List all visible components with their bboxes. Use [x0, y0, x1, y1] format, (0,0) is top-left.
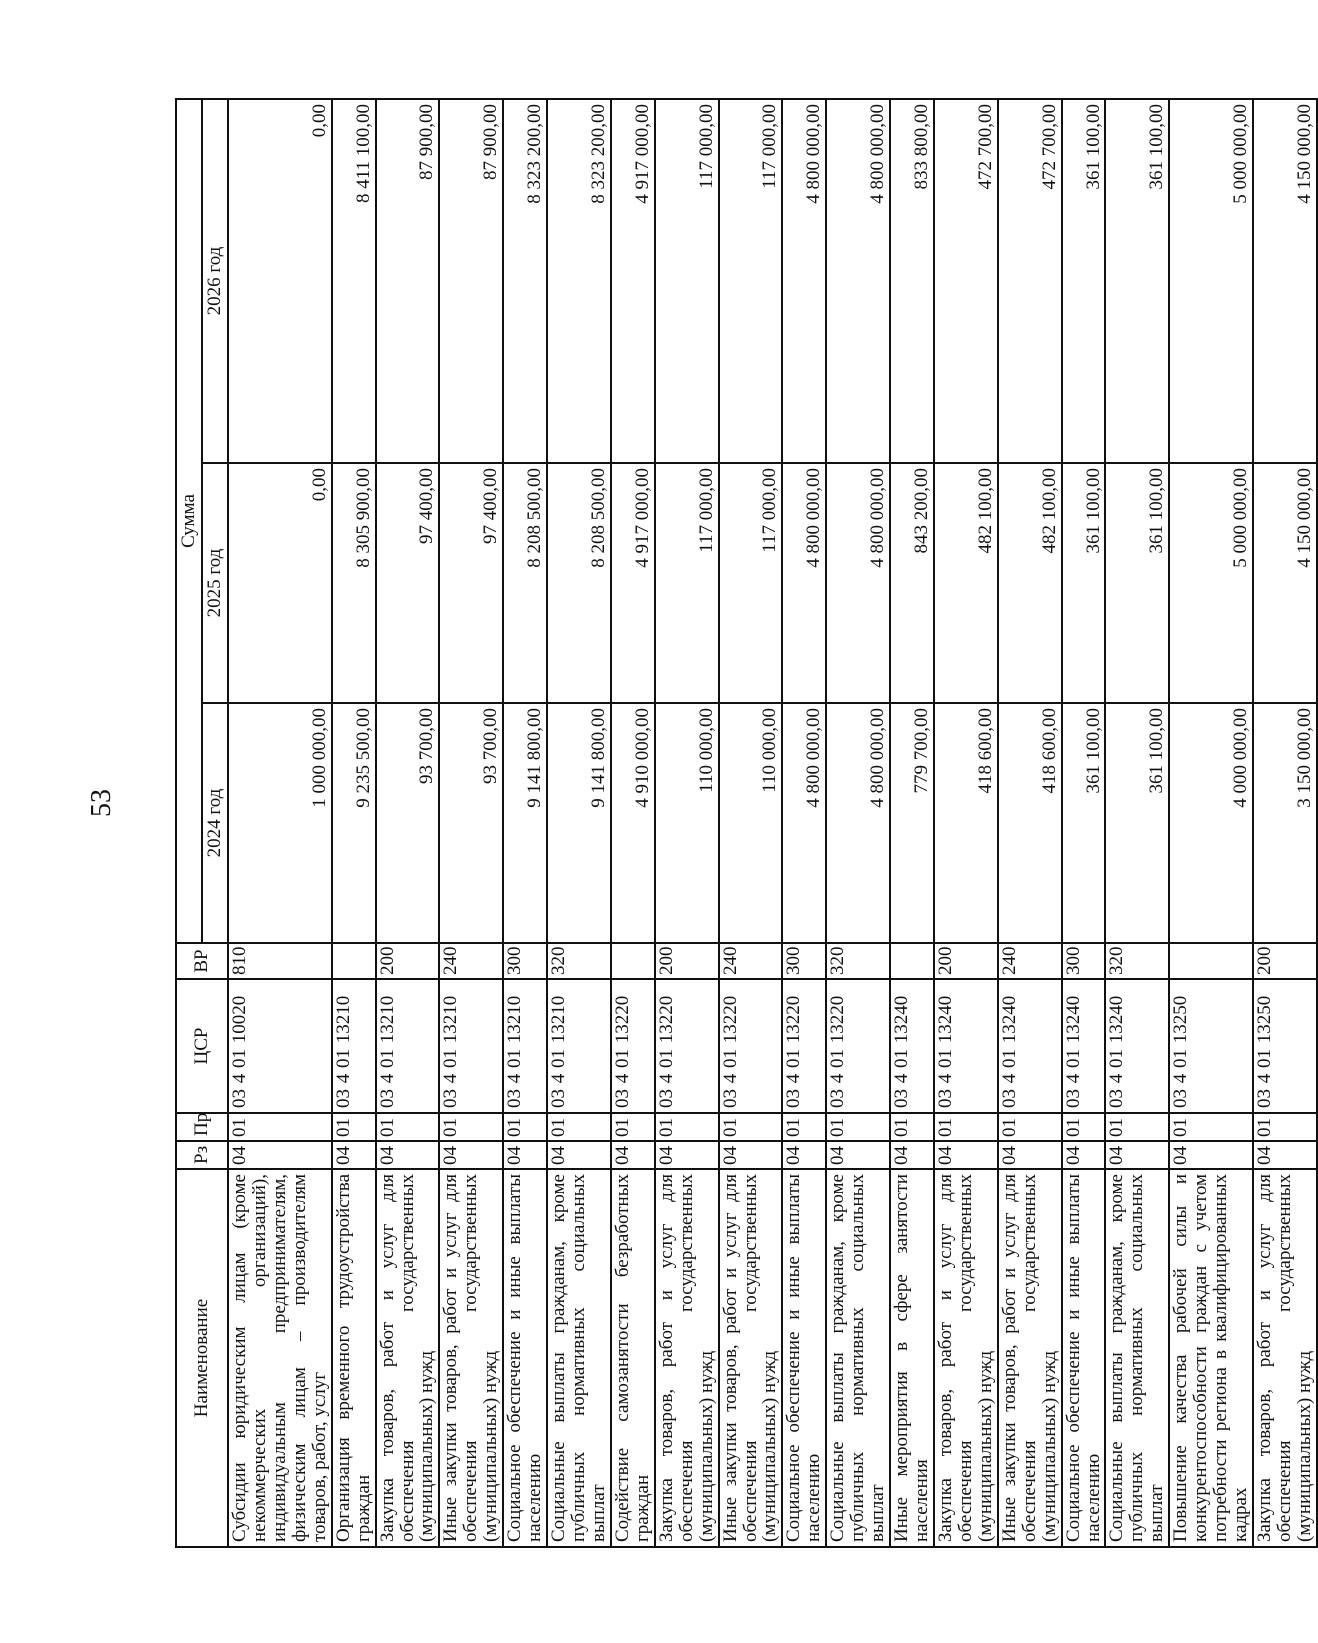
row-name: Закупка товаров, работ и услуг для обеспечения государственных (муниципальных) нужд	[1253, 1169, 1317, 1547]
row-vr: 200	[655, 943, 719, 979]
row-vr: 240	[719, 943, 783, 979]
row-amount-2024: 93 700,00	[439, 703, 503, 943]
header-year-2024: 2024 год	[202, 703, 228, 943]
row-csr: 03 4 01 10020	[228, 979, 332, 1113]
row-amount-2026: 833 800,00	[890, 99, 934, 463]
row-amount-2024: 110 000,00	[655, 703, 719, 943]
row-amount-2024: 418 600,00	[998, 703, 1062, 943]
row-amount-2026: 8 323 200,00	[503, 99, 547, 463]
row-vr: 320	[826, 943, 890, 979]
row-amount-2026: 0,00	[228, 99, 332, 463]
row-csr: 03 4 01 13240	[890, 979, 934, 1113]
row-pr: 01	[503, 1113, 547, 1141]
table-row	[826, 99, 890, 1547]
row-amount-2025: 843 200,00	[890, 463, 934, 703]
row-amount-2025: 5 000 000,00	[1169, 463, 1253, 703]
row-csr: 03 4 01 13210	[332, 979, 376, 1113]
header-year-2026: 2026 год	[202, 99, 228, 463]
row-amount-2024: 9 235 500,00	[332, 703, 376, 943]
row-rz: 04	[890, 1141, 934, 1169]
row-csr: 03 4 01 13210	[547, 979, 611, 1113]
row-amount-2024: 361 100,00	[1062, 703, 1106, 943]
header-sum: Сумма	[176, 99, 202, 943]
row-pr: 01	[228, 1113, 332, 1141]
table-body	[228, 99, 1317, 1547]
table-row	[655, 99, 719, 1547]
row-pr: 01	[376, 1113, 440, 1141]
row-amount-2025: 4 800 000,00	[826, 463, 890, 703]
row-csr: 03 4 01 13220	[826, 979, 890, 1113]
row-amount-2025: 8 208 500,00	[503, 463, 547, 703]
row-csr: 03 4 01 13210	[376, 979, 440, 1113]
row-amount-2024: 110 000,00	[719, 703, 783, 943]
row-rz: 04	[826, 1141, 890, 1169]
row-vr	[611, 943, 655, 979]
row-csr: 03 4 01 13210	[503, 979, 547, 1113]
row-pr: 01	[1169, 1113, 1253, 1141]
row-name: Иные закупки товаров, работ и услуг для обеспечения государственных (муниципальных) нужд	[439, 1169, 503, 1547]
row-amount-2026: 8 323 200,00	[547, 99, 611, 463]
row-pr: 01	[934, 1113, 998, 1141]
row-vr: 320	[1105, 943, 1169, 979]
row-csr: 03 4 01 13220	[655, 979, 719, 1113]
row-pr: 01	[611, 1113, 655, 1141]
row-name: Закупка товаров, работ и услуг для обеспечения государственных (муниципальных) нужд	[376, 1169, 440, 1547]
row-csr: 03 4 01 13250	[1169, 979, 1253, 1113]
row-csr: 03 4 01 13240	[1062, 979, 1106, 1113]
row-name: Закупка товаров, работ и услуг для обеспечения государственных (муниципальных) нужд	[934, 1169, 998, 1547]
row-amount-2026: 4 150 000,00	[1253, 99, 1317, 463]
header-name: Наименование	[176, 1169, 228, 1547]
row-rz: 04	[228, 1141, 332, 1169]
header-csr: ЦСР	[176, 979, 228, 1113]
row-amount-2024: 4 000 000,00	[1169, 703, 1253, 943]
row-amount-2024: 4 800 000,00	[826, 703, 890, 943]
row-amount-2026: 361 100,00	[1105, 99, 1169, 463]
row-amount-2026: 5 000 000,00	[1169, 99, 1253, 463]
table-row	[503, 99, 547, 1547]
row-pr: 01	[1062, 1113, 1106, 1141]
row-amount-2025: 8 208 500,00	[547, 463, 611, 703]
row-amount-2026: 87 900,00	[376, 99, 440, 463]
row-vr: 200	[376, 943, 440, 979]
row-vr: 300	[1062, 943, 1106, 979]
row-vr: 200	[934, 943, 998, 979]
row-name: Организация временного трудоустройства граждан	[332, 1169, 376, 1547]
row-rz: 04	[439, 1141, 503, 1169]
row-pr: 01	[332, 1113, 376, 1141]
row-amount-2026: 4 800 000,00	[826, 99, 890, 463]
table-row	[547, 99, 611, 1547]
row-amount-2025: 8 305 900,00	[332, 463, 376, 703]
row-amount-2025: 97 400,00	[376, 463, 440, 703]
row-pr: 01	[998, 1113, 1062, 1141]
row-amount-2026: 117 000,00	[719, 99, 783, 463]
budget-table-container	[175, 100, 1315, 1548]
row-rz: 04	[1169, 1141, 1253, 1169]
table-row	[1105, 99, 1169, 1547]
table-row	[934, 99, 998, 1547]
table-row	[228, 99, 332, 1547]
row-amount-2026: 361 100,00	[1062, 99, 1106, 463]
table-row	[890, 99, 934, 1547]
row-amount-2024: 4 910 000,00	[611, 703, 655, 943]
row-csr: 03 4 01 13220	[611, 979, 655, 1113]
row-amount-2026: 117 000,00	[655, 99, 719, 463]
row-rz: 04	[655, 1141, 719, 1169]
row-pr: 01	[782, 1113, 826, 1141]
table-row	[1062, 99, 1106, 1547]
row-amount-2025: 361 100,00	[1062, 463, 1106, 703]
row-pr: 01	[547, 1113, 611, 1141]
row-amount-2024: 418 600,00	[934, 703, 998, 943]
table-row	[611, 99, 655, 1547]
row-amount-2024: 4 800 000,00	[782, 703, 826, 943]
row-rz: 04	[376, 1141, 440, 1169]
row-amount-2024: 361 100,00	[1105, 703, 1169, 943]
row-name: Социальное обеспечение и иные выплаты населению	[1062, 1169, 1106, 1547]
row-name: Субсидии юридическим лицам (кроме некоммерческих организаций), индивидуальным предпринимателям, физическим лицам – производителям товаров, работ, услуг	[228, 1169, 332, 1547]
row-vr: 810	[228, 943, 332, 979]
row-rz: 04	[547, 1141, 611, 1169]
row-csr: 03 4 01 13240	[998, 979, 1062, 1113]
row-pr: 01	[719, 1113, 783, 1141]
row-name: Социальные выплаты гражданам, кроме публичных нормативных социальных выплат	[826, 1169, 890, 1547]
row-pr: 01	[826, 1113, 890, 1141]
row-csr: 03 4 01 13220	[782, 979, 826, 1113]
row-amount-2026: 8 411 100,00	[332, 99, 376, 463]
budget-table	[175, 98, 1318, 1548]
row-rz: 04	[719, 1141, 783, 1169]
row-amount-2025: 4 150 000,00	[1253, 463, 1317, 703]
row-amount-2025: 482 100,00	[998, 463, 1062, 703]
row-pr: 01	[1105, 1113, 1169, 1141]
row-amount-2026: 472 700,00	[934, 99, 998, 463]
row-amount-2024: 779 700,00	[890, 703, 934, 943]
table-row	[719, 99, 783, 1547]
table-row	[376, 99, 440, 1547]
page-number: 53	[86, 789, 117, 817]
row-amount-2024: 93 700,00	[376, 703, 440, 943]
row-name: Иные мероприятия в сфере занятости населения	[890, 1169, 934, 1547]
row-csr: 03 4 01 13220	[719, 979, 783, 1113]
row-name: Повышение качества рабочей силы и конкурентоспособности граждан с учетом потребности региона в квалифицированных кадрах	[1169, 1169, 1253, 1547]
row-amount-2025: 0,00	[228, 463, 332, 703]
row-rz: 04	[1062, 1141, 1106, 1169]
row-rz: 04	[782, 1141, 826, 1169]
row-vr: 300	[782, 943, 826, 979]
row-rz: 04	[332, 1141, 376, 1169]
row-vr	[890, 943, 934, 979]
row-rz: 04	[934, 1141, 998, 1169]
row-amount-2025: 4 917 000,00	[611, 463, 655, 703]
row-amount-2025: 117 000,00	[719, 463, 783, 703]
row-name: Закупка товаров, работ и услуг для обеспечения государственных (муниципальных) нужд	[655, 1169, 719, 1547]
row-amount-2026: 4 917 000,00	[611, 99, 655, 463]
row-pr: 01	[890, 1113, 934, 1141]
row-rz: 04	[611, 1141, 655, 1169]
row-amount-2026: 87 900,00	[439, 99, 503, 463]
row-name: Иные закупки товаров, работ и услуг для обеспечения государственных (муниципальных) нужд	[998, 1169, 1062, 1547]
row-rz: 04	[1253, 1141, 1317, 1169]
row-amount-2026: 4 800 000,00	[782, 99, 826, 463]
row-amount-2025: 361 100,00	[1105, 463, 1169, 703]
row-vr: 300	[503, 943, 547, 979]
row-amount-2024: 3 150 000,00	[1253, 703, 1317, 943]
row-csr: 03 4 01 13240	[934, 979, 998, 1113]
header-vr: ВР	[176, 943, 228, 979]
row-csr: 03 4 01 13240	[1105, 979, 1169, 1113]
row-amount-2024: 9 141 800,00	[547, 703, 611, 943]
row-csr: 03 4 01 13210	[439, 979, 503, 1113]
row-vr: 240	[998, 943, 1062, 979]
header-pr: Пр	[176, 1113, 228, 1141]
row-name: Социальное обеспечение и иные выплаты населению	[782, 1169, 826, 1547]
row-amount-2025: 482 100,00	[934, 463, 998, 703]
row-name: Содействие самозанятости безработных граждан	[611, 1169, 655, 1547]
row-name: Социальные выплаты гражданам, кроме публичных нормативных социальных выплат	[547, 1169, 611, 1547]
table-row	[782, 99, 826, 1547]
row-amount-2025: 4 800 000,00	[782, 463, 826, 703]
table-row	[1253, 99, 1317, 1547]
row-rz: 04	[998, 1141, 1062, 1169]
row-name: Иные закупки товаров, работ и услуг для обеспечения государственных (муниципальных) нужд	[719, 1169, 783, 1547]
row-vr	[332, 943, 376, 979]
table-row	[1169, 99, 1253, 1547]
row-vr: 200	[1253, 943, 1317, 979]
row-pr: 01	[655, 1113, 719, 1141]
row-amount-2026: 472 700,00	[998, 99, 1062, 463]
row-amount-2024: 1 000 000,00	[228, 703, 332, 943]
row-amount-2025: 117 000,00	[655, 463, 719, 703]
row-pr: 01	[1253, 1113, 1317, 1141]
header-rz: Рз	[176, 1141, 228, 1169]
row-vr: 320	[547, 943, 611, 979]
row-rz: 04	[503, 1141, 547, 1169]
row-amount-2024: 9 141 800,00	[503, 703, 547, 943]
table-row	[332, 99, 376, 1547]
row-pr: 01	[439, 1113, 503, 1141]
row-amount-2025: 97 400,00	[439, 463, 503, 703]
row-name: Социальное обеспечение и иные выплаты населению	[503, 1169, 547, 1547]
row-csr: 03 4 01 13250	[1253, 979, 1317, 1113]
header-year-2025: 2025 год	[202, 463, 228, 703]
table-header	[176, 99, 228, 1547]
row-rz: 04	[1105, 1141, 1169, 1169]
table-row	[998, 99, 1062, 1547]
table-row	[439, 99, 503, 1547]
row-vr	[1169, 943, 1253, 979]
row-name: Социальные выплаты гражданам, кроме публичных нормативных социальных выплат	[1105, 1169, 1169, 1547]
row-vr: 240	[439, 943, 503, 979]
